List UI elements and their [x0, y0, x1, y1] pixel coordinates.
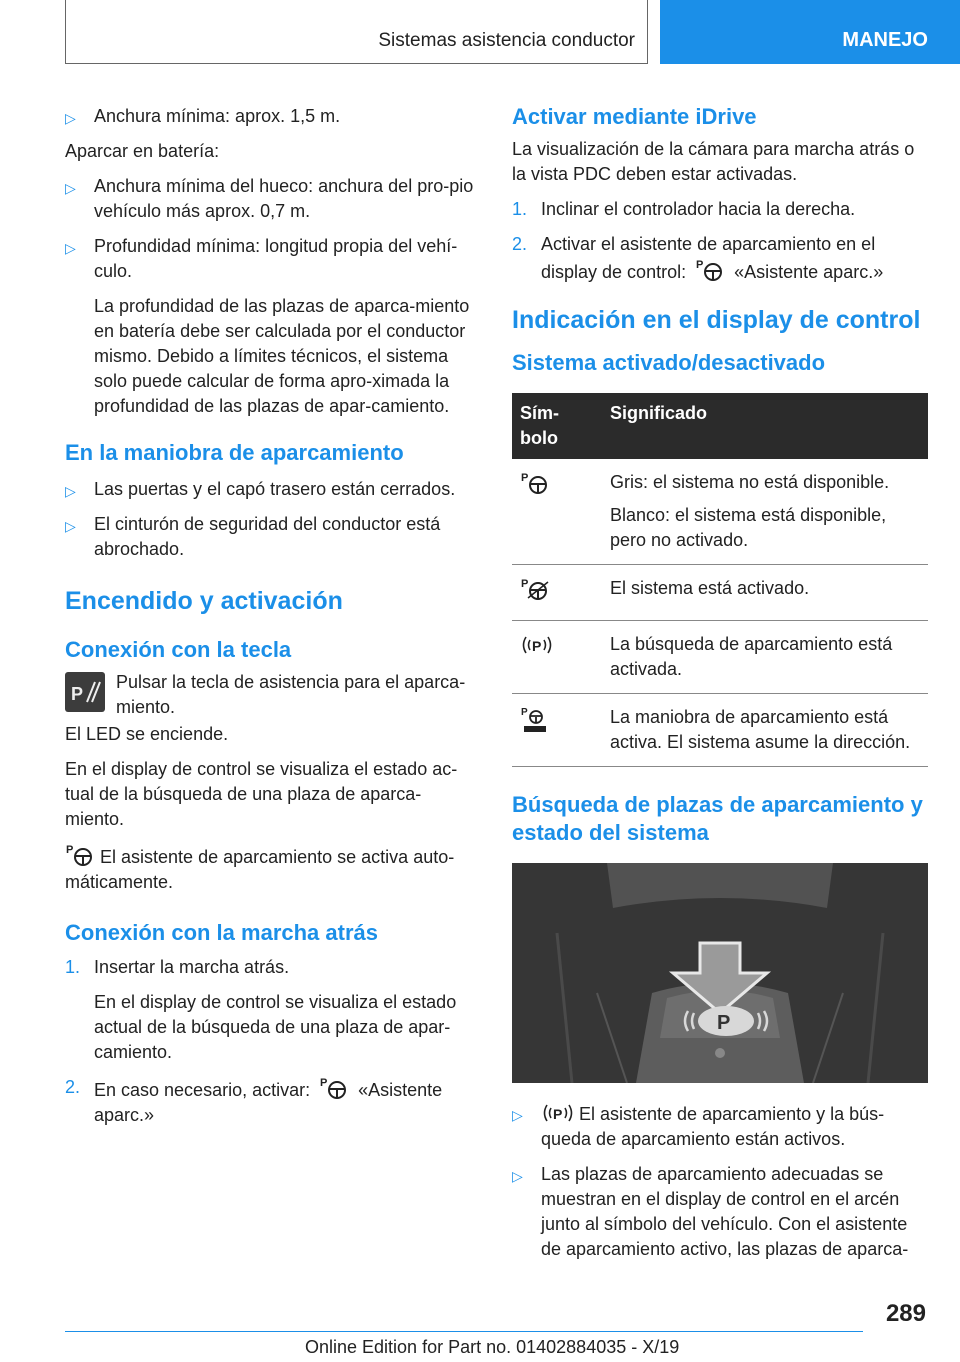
table-row [512, 621, 928, 694]
table-cell-symbol [512, 694, 602, 767]
park-assist-active-icon [520, 576, 550, 602]
heading-encendido: Encendido y activación [65, 587, 343, 615]
left-column [65, 100, 477, 1128]
step-1-number: 1. [65, 957, 81, 977]
depth-note: La profundidad de las plazas de aparca-miento en batería debe ser calculada por el conductor mismo. Debido a límites técnicos, el sistema solo puede calcular de forma apro-ximada la profundidad de las plazas de apar-camiento. [94, 296, 470, 416]
step-2-text [94, 1075, 477, 1128]
table-header-meaning: Significado [602, 393, 928, 459]
tecla-text: Pulsar la tecla de asistencia para el aparca-miento. [116, 672, 466, 717]
table-cell-symbol [512, 459, 602, 565]
meaning-white: Blanco: el sistema está disponible, pero no activado. [610, 505, 887, 550]
header-section-box [65, 0, 648, 64]
auto-activate-label: El asistente de aparcamiento se activa auto-máticamente. [65, 847, 455, 892]
table-row [512, 459, 928, 565]
table-cell-meaning: La maniobra de aparcamiento está activa. El sistema asume la dirección. [602, 694, 928, 767]
svg-text:P: P [71, 684, 84, 704]
heading-indicacion: Indicación en el display de control [512, 306, 921, 334]
table-cell-symbol [512, 621, 602, 694]
idrive-text: La visualización de la cámara para marcha atrás o la vista PDC deben estar activadas. [512, 139, 915, 184]
step-2-text-a: En caso necesario, activar: [94, 1080, 311, 1100]
step-2 [65, 1075, 477, 1128]
header-chapter-title: MANEJO [842, 29, 928, 51]
svg-text:P: P [521, 472, 529, 484]
park-assist-icon [65, 842, 95, 868]
svg-text:P: P [320, 1077, 328, 1089]
idrive-step-2 [512, 232, 928, 285]
svg-text:P: P [66, 844, 74, 856]
svg-text:P: ▷ P [553, 1106, 563, 1122]
table-cell-symbol [512, 565, 602, 621]
table-row [512, 694, 928, 767]
symbol-table [512, 393, 928, 767]
status-bullet-1 [512, 1101, 928, 1152]
right-column [512, 100, 928, 1262]
meaning-grey: Gris: el sistema no está disponible. [610, 472, 890, 492]
idrive-step-2-text-a: Activar el asistente de aparcamiento en el display de control: [541, 234, 876, 282]
page-number: 289 [885, 1300, 926, 1327]
table-header-symbol: Sím-bolo [512, 393, 602, 459]
svg-text:P: P [717, 1012, 731, 1034]
parking-search-icon [520, 632, 554, 658]
status-bullet-2: ▷ Las plazas de aparcamiento adecuadas se muestran en el display de control en el arcén junto al símbolo del vehículo. Con el asistente de aparcamiento activo, las plazas de aparca- [512, 1162, 928, 1262]
step-2-number: 2. [65, 1077, 81, 1097]
heading-tecla: Conexión con la tecla [65, 637, 292, 662]
table-header [512, 393, 928, 459]
svg-text:P: P [521, 578, 529, 590]
bullet-belt: ▷ El cinturón de seguridad del conductor está abrochado. [65, 512, 477, 562]
park-assist-button-icon [65, 672, 105, 712]
idrive-step-1-number: 1. [512, 199, 528, 219]
idrive-step-2-number: 2. [512, 234, 528, 254]
display-text: En el display de control se visualiza el estado ac-tual de la búsqueda de una plaza de aparca-miento. [65, 759, 458, 829]
heading-maniobra: En la maniobra de aparcamiento [65, 440, 404, 465]
park-assist-icon [319, 1075, 349, 1101]
status-bullet-1-text: El asistente de aparcamiento y la bús-queda de aparcamiento están activos. [541, 1104, 885, 1149]
park-assist-icon [695, 257, 725, 283]
parking-display-photo [512, 863, 928, 1083]
parking-display-illustration [512, 863, 928, 1083]
idrive-step-1 [512, 197, 928, 222]
bullet-gap-width: ▷ Anchura mínima del hueco: anchura del pro-pio vehículo más aprox. 0,7 m. [65, 174, 477, 224]
park-manoeuvre-auto-icon [520, 705, 550, 735]
table-row [512, 565, 928, 621]
svg-text:P: P [696, 259, 704, 271]
auto-activate-text [65, 842, 477, 895]
footer-divider [65, 1331, 863, 1332]
idrive-step-2-text-b: «Asistente aparc.» [734, 262, 884, 282]
step-1-text: Insertar la marcha atrás. [94, 957, 290, 977]
battery-parking-label: Aparcar en batería: [65, 141, 220, 161]
parking-search-icon [541, 1101, 575, 1125]
footer-edition: Online Edition for Part no. 01402884035 - X/19 [305, 1337, 680, 1357]
heading-sistema: Sistema activado/desactivado [512, 350, 826, 375]
heading-busqueda: Búsqueda de plazas de aparcamiento y estado del sistema [512, 792, 923, 845]
header-section-title: Sistemas asistencia conductor [378, 30, 635, 51]
table-cell-meaning: La búsqueda de aparcamiento está activada. [602, 621, 928, 694]
tecla-block [65, 670, 477, 720]
bullet-min-depth: ▷ Profundidad mínima: longitud propia del vehí-culo. [65, 234, 477, 284]
step-1 [65, 955, 477, 1065]
svg-text:P: P [521, 707, 528, 718]
svg-text:P: P [532, 638, 542, 654]
led-text: El LED se enciende. [65, 724, 229, 744]
park-assist-icon [520, 470, 550, 496]
heading-marcha: Conexión con la marcha atrás [65, 920, 378, 945]
heading-idrive: Activar mediante iDrive [512, 104, 757, 129]
bullet-doors: ▷ Las puertas y el capó trasero están cerrados. [65, 477, 477, 502]
idrive-step-2-text [541, 232, 928, 285]
idrive-step-1-text: Inclinar el controlador hacia la derecha. [541, 199, 856, 219]
step-1-note: En el display de control se visualiza el estado actual de la búsqueda de una plaza de apar-camiento. [94, 992, 457, 1062]
step-2-text-b: «Asistente aparc.» [94, 1080, 443, 1125]
header-chapter-box [660, 0, 960, 64]
bullet-min-width: ▷ Anchura mínima: aprox. 1,5 m. [65, 104, 477, 129]
table-cell-meaning: El sistema está activado. [602, 565, 928, 621]
table-cell-meaning [602, 459, 928, 565]
